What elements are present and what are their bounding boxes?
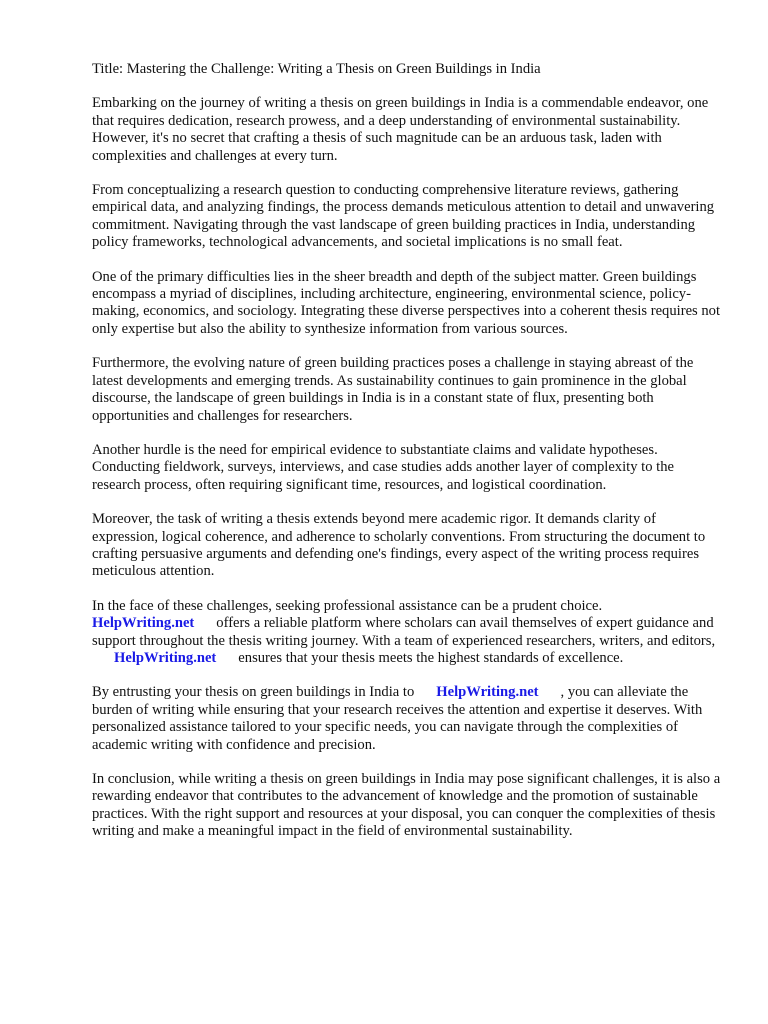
paragraph-hurdle: Another hurdle is the need for empirical evidence to substantiate claims and validate hypotheses. Conducting fieldwork, surveys, interviews, and case studies adds another layer of complexity to the research process, often requiring significant time, resources, and logistical coordination. — [92, 441, 674, 493]
entrust-start-text: By entrusting your thesis on green buildings in India to — [92, 684, 415, 701]
entrust-end-text: , you can alleviate the burden of writing while ensuring that your research receives the attention and expertise it deserves. With personalized assistance tailored to your specific needs, you can navigate through the complexities of academic writing with confidence and precision. — [92, 684, 703, 753]
paragraph-entrust — [92, 684, 724, 754]
document-title: Title: Mastering the Challenge: Writing a Thesis on Green Buildings in India — [92, 61, 541, 77]
document-page — [92, 61, 724, 858]
helpwriting-link[interactable]: HelpWriting.net — [436, 684, 539, 701]
helpwriting-link[interactable]: HelpWriting.net — [114, 649, 217, 666]
assistance-intro-text: In the face of these challenges, seeking professional assistance can be a prudent choice. — [92, 597, 603, 614]
paragraph-assistance — [92, 598, 724, 668]
paragraph-process: From conceptualizing a research question to conducting comprehensive literature reviews, gathering empirical data, and analyzing findings, the process demands meticulous attention to detail and unwavering commitment. Navigating through the vast landscape of green building practices in India, understanding policy frameworks, technological advancements, and societal implications is no small feat. — [92, 182, 715, 251]
paragraph-conclusion: In conclusion, while writing a thesis on green buildings in India may pose significant challenges, it is also a rewarding endeavor that contributes to the advancement of knowledge and the promotion of sustainable practices. With the right support and resources at your disposal, you can conquer the complexities of thesis writing and make a meaningful impact in the field of environmental sustainability. — [92, 771, 721, 840]
paragraph-difficulties: One of the primary difficulties lies in the sheer breadth and depth of the subject matter. Green buildings encompass a myriad of disciplines, including architecture, engineering, environmental science, policy-making, economics, and sociology. Integrating these diverse perspectives into a coherent thesis requires not only expertise but also the ability to synthesize information from various sources. — [92, 268, 721, 337]
paragraph-intro: Embarking on the journey of writing a thesis on green buildings in India is a commendable endeavor, one that requires dedication, research prowess, and a deep understanding of environmental sustainability. However, it's no secret that crafting a thesis of such magnitude can be an arduous task, laden with complexities and challenges at every turn. — [92, 95, 709, 164]
helpwriting-link[interactable]: HelpWriting.net — [92, 615, 195, 632]
assistance-end-text: ensures that your thesis meets the highest standards of excellence. — [238, 649, 624, 666]
paragraph-evolving: Furthermore, the evolving nature of green building practices poses a challenge in staying abreast of the latest developments and emerging trends. As sustainability continues to gain prominence in the global discourse, the landscape of green buildings in India is in a constant state of flux, presenting both opportunities and challenges for researchers. — [92, 355, 694, 424]
assistance-middle-text: offers a reliable platform where scholars can avail themselves of expert guidance and support throughout the thesis writing journey. With a team of experienced researchers, writers, and editors, — [92, 615, 716, 649]
paragraph-writing-task: Moreover, the task of writing a thesis extends beyond mere academic rigor. It demands clarity of expression, logical coherence, and adherence to scholarly conventions. From structuring the document to crafting persuasive arguments and defending one's findings, every aspect of the writing process requires meticulous attention. — [92, 511, 706, 580]
